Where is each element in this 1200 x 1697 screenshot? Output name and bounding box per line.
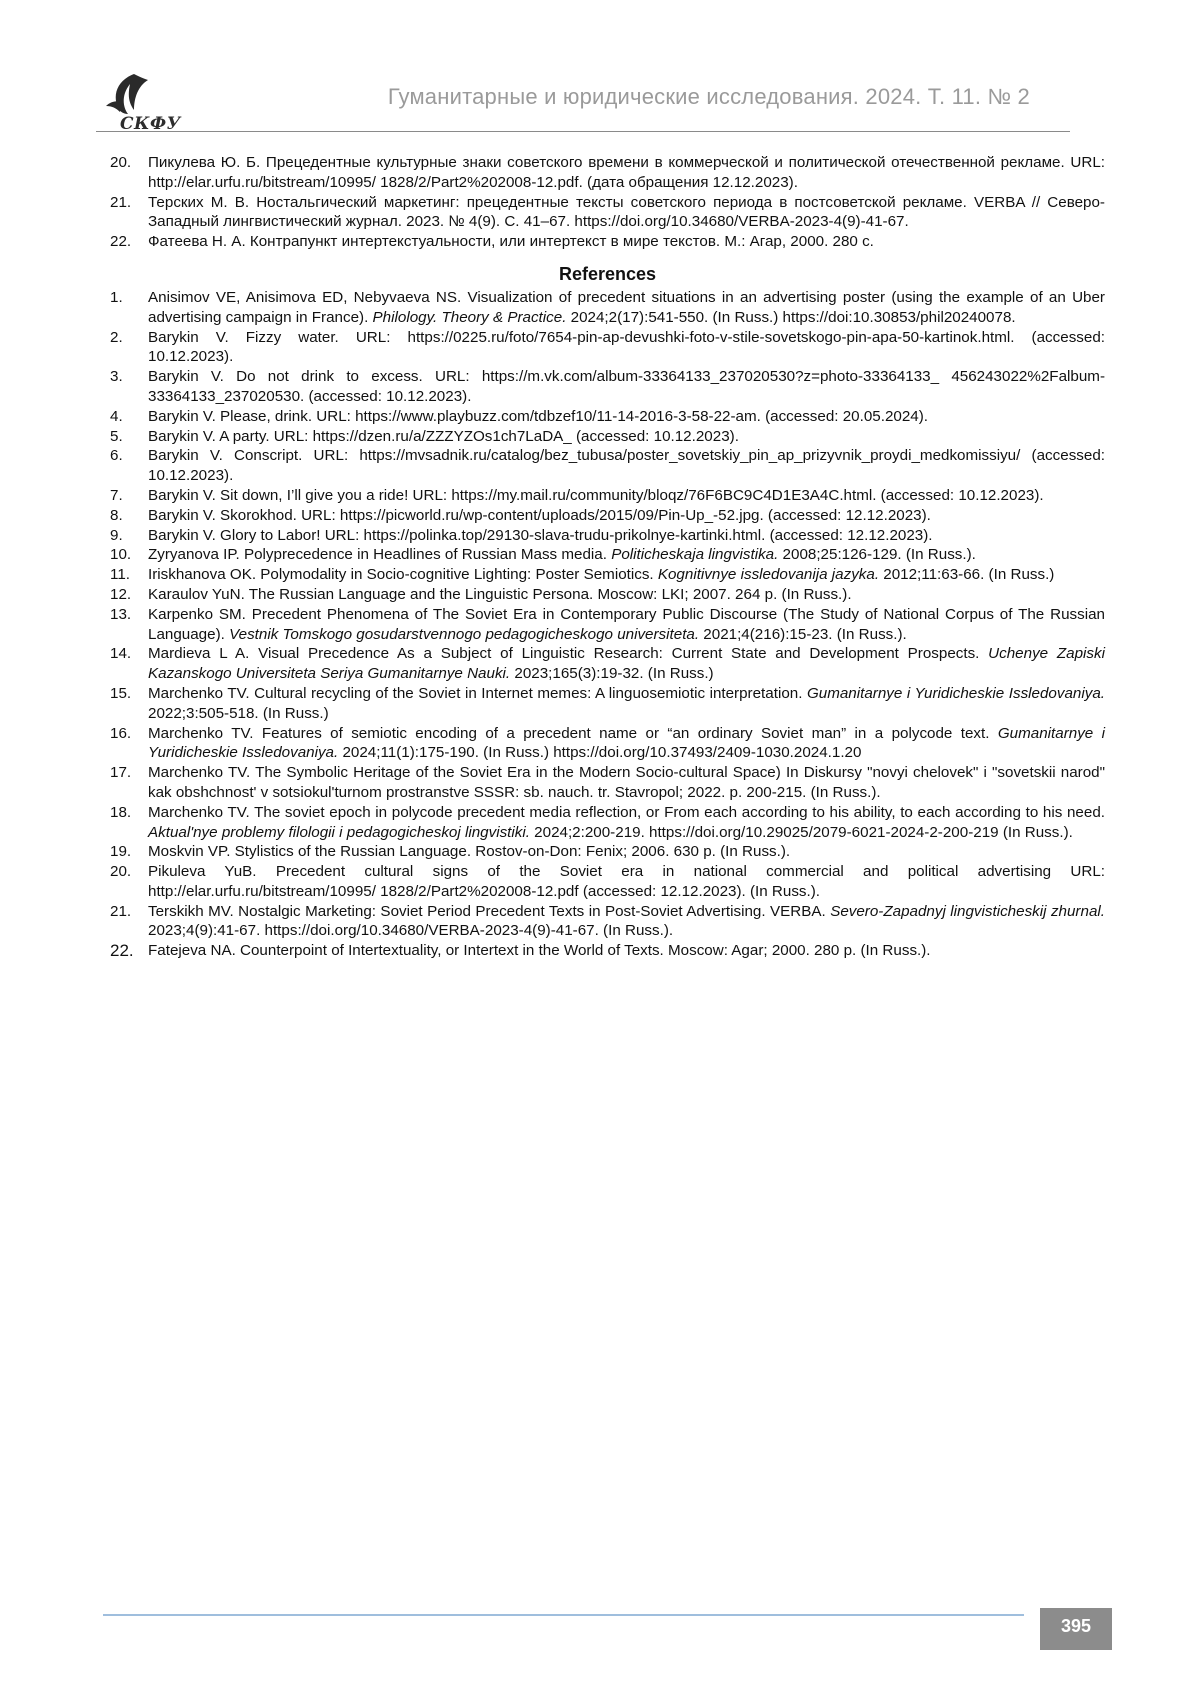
journal-name: Politicheskaja lingvistika. [611,546,778,563]
feather-logo-icon [104,72,164,118]
reference-number: 7. [110,486,148,506]
russian-reference-item [110,153,1105,193]
reference-fragment: Пикулева Ю. Б. Прецедентные культурные знаки советского времени в коммерческой и политической отечественной рекламе. URL: http://elar.urfu.ru/bitstream/10995/ 1828/2/Part2%202008-12.pdf. (дата обращения 12.12.2023). [148,154,1105,191]
reference-fragment: Marchenko TV. The Symbolic Heritage of the Soviet Era in the Modern Socio-cultural Space) In Diskursy "novyi chelovek" i "sovetskii narod" kak obshchnost' v sotsiokul'turnom prostranstve SSSR: sb. nauch. tr. Stavropol; 2022. p. 200-215. (In Russ.). [148,764,1105,801]
journal-name: Gumanitarnye i Yuridicheskie Issledovaniya. [807,685,1105,702]
reference-number: 2. [110,328,148,368]
reference-fragment: Barykin V. Conscript. URL: https://mvsadnik.ru/catalog/bez_tubusa/poster_sovetskiy_pin_ap_prizyvnik_proydi_medkomissiyu/ (accessed: 10.12.2023). [148,447,1105,484]
reference-fragment: Barykin V. A party. URL: https://dzen.ru/a/ZZZYZOs1ch7LaDA_ (accessed: 10.12.2023). [148,428,739,445]
page-header [96,62,1070,132]
reference-fragment: 2023;165(3):19-32. (In Russ.) [510,665,713,682]
reference-fragment: 2022;3:505-518. (In Russ.) [148,705,329,722]
reference-text [148,565,1105,585]
reference-number: 22. [110,941,148,961]
reference-number: 21. [110,193,148,233]
reference-text [148,506,1105,526]
reference-item [110,288,1105,328]
references-heading: References [110,263,1105,285]
reference-number: 1. [110,288,148,328]
reference-fragment: 2012;11:63-66. (In Russ.) [879,566,1054,583]
page-number-box [1040,1608,1112,1650]
reference-text [148,427,1105,447]
russian-reference-item [110,232,1105,252]
reference-number: 16. [110,724,148,764]
reference-text [148,585,1105,605]
journal-name: Gumanitarnye i Yuridicheskie Issledovaniya. [148,725,1105,762]
reference-number: 13. [110,605,148,645]
logo-text: СКФУ [120,114,181,134]
reference-fragment: Marchenko TV. Features of semiotic encoding of a precedent name or “an ordinary Soviet man” in a polycode text. [148,725,998,742]
reference-number: 18. [110,803,148,843]
reference-text [148,288,1105,328]
reference-item [110,565,1105,585]
reference-item [110,842,1105,862]
reference-item [110,605,1105,645]
reference-number: 9. [110,526,148,546]
reference-text [148,367,1105,407]
reference-fragment: Фатеева Н. А. Контрапункт интертекстуальности, или интертекст в мире текстов. М.: Агар, 2000. 280 с. [148,233,874,250]
page-number: 395 [1040,1608,1112,1650]
reference-fragment: 2021;4(216):15-23. (In Russ.). [699,626,907,643]
reference-fragment: Moskvin VP. Stylistics of the Russian Language. Rostov-on-Don: Fenix; 2006. 630 p. (In Russ.). [148,843,790,860]
reference-fragment: Karpenko SM. Precedent Phenomena of The Soviet Era in Contemporary Public Discourse (The Study of National Corpus of The Russian Language). [148,606,1105,643]
reference-text [148,446,1105,486]
reference-text [148,193,1105,233]
reference-fragment: 2024;2(17):541-550. (In Russ.) https://doi:10.30853/phil20240078. [566,309,1015,326]
russian-reference-list [110,153,1105,252]
reference-number: 5. [110,427,148,447]
reference-text [148,763,1105,803]
reference-number: 20. [110,153,148,193]
reference-item [110,506,1105,526]
reference-text [148,902,1105,942]
reference-number: 4. [110,407,148,427]
reference-text [148,605,1105,645]
reference-item [110,644,1105,684]
reference-text [148,684,1105,724]
reference-number: 17. [110,763,148,803]
reference-item [110,862,1105,902]
reference-item [110,585,1105,605]
reference-number: 3. [110,367,148,407]
reference-text [148,486,1105,506]
reference-fragment: Marchenko TV. The soviet epoch in polycode precedent media reflection, or From each according to his ability, to each according to his need. [148,804,1105,821]
reference-fragment: Anisimov VE, Anisimova ED, Nebyvaeva NS. Visualization of precedent situations in an advertising poster (using the example of an Uber advertising campaign in France). [148,289,1105,326]
reference-item [110,486,1105,506]
reference-fragment: Fatejeva NA. Counterpoint of Intertextuality, or Intertext in the World of Texts. Moscow: Agar; 2000. 280 p. (In Russ.). [148,942,931,959]
journal-title: Гуманитарные и юридические исследования. 2024. Т. 11. № 2 [388,84,1030,110]
reference-number: 10. [110,545,148,565]
journal-name: Kognitivnye issledovanija jazyka. [658,566,879,583]
reference-item [110,427,1105,447]
footer-divider [103,1614,1024,1616]
reference-number: 8. [110,506,148,526]
reference-fragment: Barykin V. Fizzy water. URL: https://0225.ru/foto/7654-pin-ap-devushki-foto-v-stile-sovetskogo-pin-apa-50-kartinok.html. (accessed: 10.12.2023). [148,329,1105,366]
reference-fragment: Iriskhanova OK. Polymodality in Socio-cognitive Lighting: Poster Semiotics. [148,566,658,583]
reference-fragment: Barykin V. Sit down, I’ll give you a ride! URL: https://my.mail.ru/community/bloqz/76F6BC9C4D1E3A4C.html. (accessed: 10.12.2023). [148,487,1044,504]
reference-fragment: 2008;25:126-129. (In Russ.). [778,546,976,563]
reference-text [148,407,1105,427]
journal-name: Vestnik Tomskogo gosudarstvennogo pedagogicheskogo universiteta. [229,626,699,643]
journal-name: Severo-Zapadnyj lingvisticheskij zhurnal. [830,903,1105,920]
references-body [110,153,1105,961]
reference-item [110,803,1105,843]
reference-item [110,407,1105,427]
references-list [110,288,1105,961]
reference-fragment: Pikuleva YuB. Precedent cultural signs of the Soviet era in national commercial and political advertising URL: http://elar.urfu.ru/bitstream/10995/ 1828/2/Part2%202008-12.pdf (accessed: 12.12.2023). (In Russ.). [148,863,1105,900]
reference-number: 12. [110,585,148,605]
reference-fragment: Marchenko TV. Cultural recycling of the Soviet in Internet memes: A linguosemiotic interpretation. [148,685,807,702]
reference-text [148,232,1105,252]
reference-text [148,153,1105,193]
header-divider [96,131,1070,132]
reference-item [110,684,1105,724]
reference-text [148,803,1105,843]
reference-number: 15. [110,684,148,724]
reference-text [148,862,1105,902]
reference-number: 6. [110,446,148,486]
reference-fragment: 2023;4(9):41-67. https://doi.org/10.34680/VERBA-2023-4(9)-41-67. (In Russ.). [148,922,673,939]
reference-item [110,545,1105,565]
reference-item [110,526,1105,546]
reference-fragment: 2024;11(1):175-190. (In Russ.) https://doi.org/10.37493/2409-1030.2024.1.20 [338,744,861,761]
university-logo [104,72,184,130]
reference-fragment: Терских М. В. Ностальгический маркетинг: прецедентные тексты советского периода в постсоветской рекламе. VERBA // Северо-Западный лингвистический журнал. 2023. № 4(9). С. 41–67. https://doi.org/10.34680/VERBA-2023-4(9)-41-67. [148,194,1105,231]
reference-fragment: Barykin V. Do not drink to excess. URL: https://m.vk.com/album-33364133_237020530?z=photo-33364133_ 456243022%2Falbum-33364133_237020530. (accessed: 10.12.2023). [148,368,1105,405]
reference-item [110,328,1105,368]
reference-number: 11. [110,565,148,585]
reference-number: 19. [110,842,148,862]
reference-item [110,941,1105,961]
reference-number: 20. [110,862,148,902]
reference-number: 14. [110,644,148,684]
reference-text [148,644,1105,684]
reference-item [110,367,1105,407]
reference-text [148,545,1105,565]
reference-item [110,446,1105,486]
reference-fragment: Mardieva L A. Visual Precedence As a Subject of Linguistic Research: Current State and Development Prospects. [148,645,988,662]
reference-fragment: Karaulov YuN. The Russian Language and the Linguistic Persona. Moscow: LKI; 2007. 264 p. (In Russ.). [148,586,852,603]
reference-text [148,724,1105,764]
reference-item [110,763,1105,803]
reference-fragment: Barykin V. Glory to Labor! URL: https://polinka.top/29130-slava-trudu-prikolnye-kartinki.html. (accessed: 12.12.2023). [148,527,933,544]
reference-item [110,724,1105,764]
russian-reference-item [110,193,1105,233]
reference-text [148,526,1105,546]
reference-fragment: Barykin V. Please, drink. URL: https://www.playbuzz.com/tdbzef10/11-14-2016-3-58-22-am. (accessed: 20.05.2024). [148,408,928,425]
reference-text [148,328,1105,368]
journal-name: Aktual'nye problemy filologii i pedagogicheskoj lingvistiki. [148,824,530,841]
reference-fragment: Barykin V. Skorokhod. URL: https://picworld.ru/wp-content/uploads/2015/09/Pin-Up_-52.jpg. (accessed: 12.12.2023). [148,507,931,524]
journal-name: Uchenye Zapiski Kazanskogo Universiteta Seriya Gumanitarnye Nauki. [148,645,1105,682]
reference-text [148,842,1105,862]
reference-fragment: 2024;2:200-219. https://doi.org/10.29025/2079-6021-2024-2-200-219 (In Russ.). [530,824,1073,841]
reference-fragment: Zyryanova IP. Polyprecedence in Headlines of Russian Mass media. [148,546,611,563]
reference-item [110,902,1105,942]
reference-number: 21. [110,902,148,942]
journal-name: Philology. Theory & Practice. [373,309,567,326]
reference-text [148,941,1105,961]
reference-number: 22. [110,232,148,252]
reference-fragment: Terskikh MV. Nostalgic Marketing: Soviet Period Precedent Texts in Post-Soviet Advertising. VERBA. [148,903,830,920]
